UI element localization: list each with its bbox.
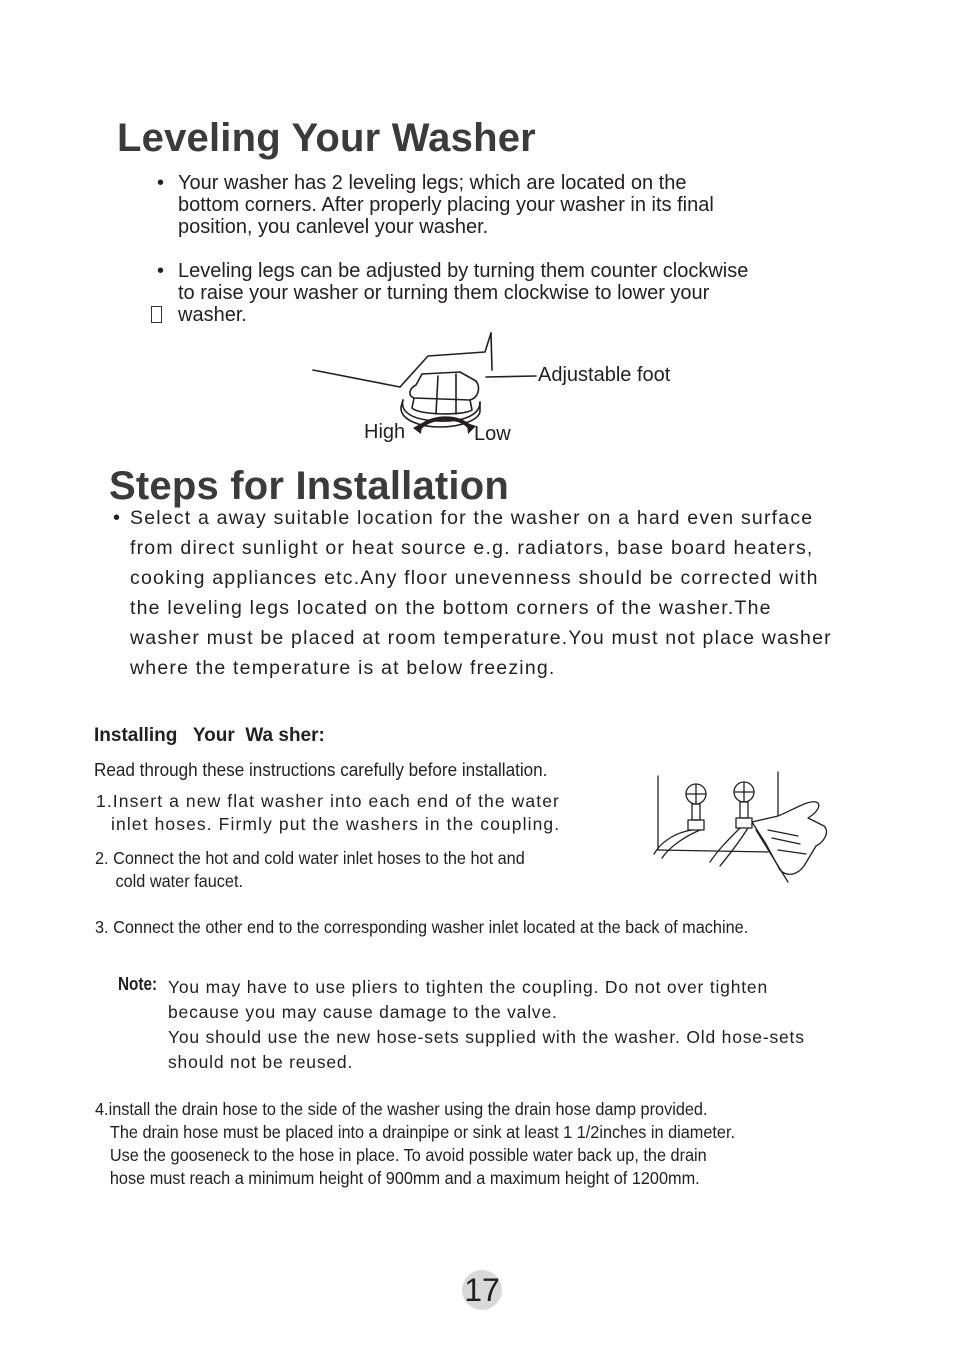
- step-4: [95, 1098, 735, 1190]
- text-line: hose must reach a minimum height of 900mm and a maximum height of 1200mm.: [109, 1168, 700, 1188]
- text-line: 4.install the drain hose to the side of the washer using the drain hose damp provided.: [95, 1099, 708, 1119]
- text-line: should not be reused.: [168, 1052, 354, 1072]
- step-2: [95, 847, 525, 893]
- text-line: Use the gooseneck to the hose in place. To avoid possible water back up, the drain: [109, 1145, 707, 1165]
- text-line: washer.: [178, 304, 247, 326]
- nut-facet: [436, 376, 438, 414]
- step-1: [96, 790, 560, 836]
- note-text: [168, 975, 805, 1075]
- leveling-title: Leveling Your Washer: [117, 116, 536, 160]
- bullet-dot: •: [157, 260, 165, 282]
- note-label: Note:: [118, 974, 158, 994]
- arrow-head-high: [413, 423, 422, 434]
- installation-title: Steps for Installation: [109, 464, 510, 508]
- low-label: Low: [474, 423, 511, 445]
- page-number: 17: [462, 1270, 502, 1310]
- machine-side-line: [491, 333, 492, 370]
- text-line: inlet hoses. Firmly put the washers in the coupling.: [111, 814, 561, 834]
- text-line: cold water faucet.: [115, 871, 244, 891]
- text-line: bottom corners. After properly placing your washer in its final: [178, 194, 714, 216]
- text-line: Leveling legs can be adjusted by turning them counter clockwise: [178, 260, 749, 282]
- hand-fingers: [768, 830, 806, 854]
- wall-base: [658, 850, 768, 852]
- stray-glyph-box: [151, 306, 162, 323]
- text-line: where the temperature is at below freezing.: [130, 657, 556, 679]
- text-line: You may have to use pliers to tighten the coupling. Do not over tighten: [168, 977, 768, 997]
- machine-corner: [400, 333, 491, 387]
- hand-with-pliers: [752, 802, 826, 875]
- hot-hose: [662, 830, 700, 858]
- leveling-bullet-1: [178, 172, 714, 238]
- bullet-dot: •: [113, 507, 121, 529]
- installing-subheading: Installing Your Wa sher:: [94, 725, 325, 746]
- bullet-dot: •: [157, 172, 165, 194]
- step-3: 3. Connect the other end to the corresponding washer inlet located at the back of machine.: [95, 917, 749, 937]
- text-line: from direct sunlight or heat source e.g. radiators, base board heaters,: [130, 537, 814, 559]
- text-line: Select a away suitable location for the washer on a hard even surface: [130, 507, 814, 529]
- cold-faucet: [734, 782, 754, 828]
- faucet-hose-illustration: [648, 770, 833, 890]
- cold-hose: [710, 828, 740, 862]
- text-line: to raise your washer or turning them clockwise to lower your: [178, 282, 710, 304]
- text-line: because you may cause damage to the valve.: [168, 1002, 558, 1022]
- text-line: You should use the new hose-sets supplied with the washer. Old hose-sets: [168, 1027, 805, 1047]
- text-line: cooking appliances etc.Any floor unevenness should be corrected with: [130, 567, 819, 589]
- text-line: The drain hose must be placed into a drainpipe or sink at least 1 1/2inches in diameter.: [109, 1122, 736, 1142]
- adjustable-foot-diagram: [300, 330, 560, 445]
- text-line: 1.Insert a new flat washer into each end of the water: [96, 791, 560, 811]
- text-line: Your washer has 2 leveling legs; which are located on the: [178, 172, 687, 194]
- text-line: position, you canlevel your washer.: [178, 216, 489, 238]
- foot-nut-top: [410, 372, 478, 400]
- hot-faucet: [686, 784, 706, 830]
- installation-intro: [130, 503, 930, 683]
- leveling-bullet-2: [178, 260, 748, 326]
- text-line: washer must be placed at room temperature.You must not place washer: [130, 627, 832, 649]
- label-leader-line: [486, 376, 536, 377]
- text-line: the leveling legs located on the bottom corners of the washer.The: [130, 597, 772, 619]
- read-through-note: Read through these instructions carefully before installation.: [94, 760, 548, 780]
- high-label: High: [364, 421, 406, 443]
- adjustable-foot-label: Adjustable foot: [538, 364, 671, 386]
- text-line: 2. Connect the hot and cold water inlet hoses to the hot and: [95, 848, 525, 868]
- machine-base-line: [313, 370, 400, 387]
